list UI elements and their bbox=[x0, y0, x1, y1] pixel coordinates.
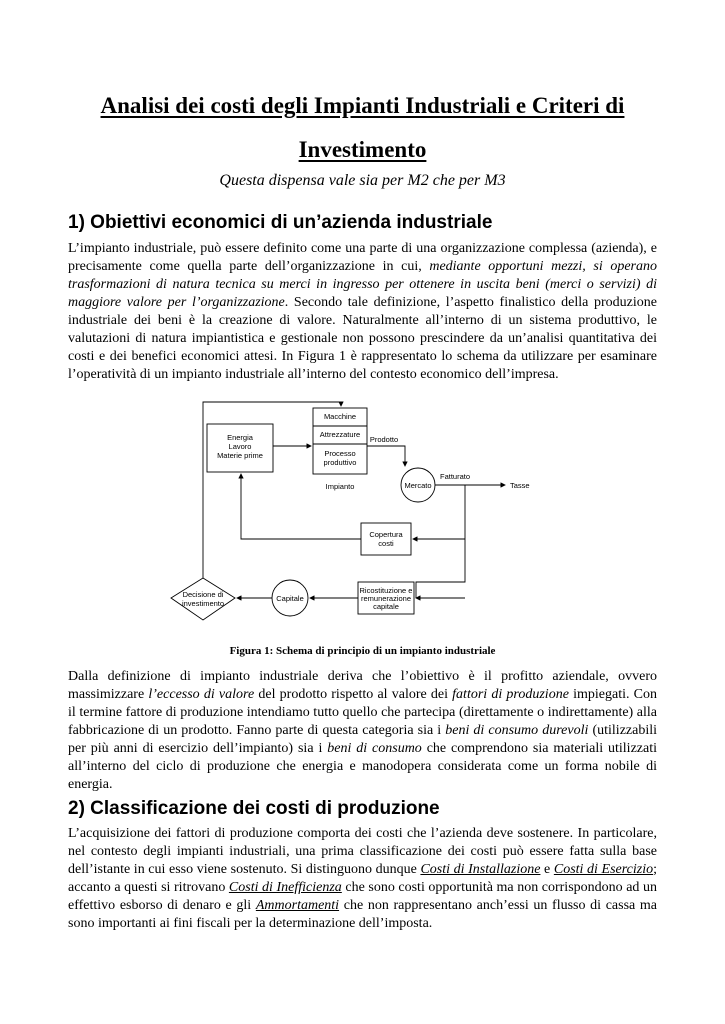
document-title: Analisi dei costi degli Impianti Industriali e Criteri di Investimento bbox=[100, 93, 625, 162]
emphasis-text: mediante opportuni mezzi, si operano trasformazioni di natura tecnica su merci in ingresso per ottenere in uscita beni (merci o servizi) di maggiore valore per l’organizzazione bbox=[68, 259, 657, 310]
capitale-label: Capitale bbox=[276, 594, 304, 603]
processo-label-2: produttivo bbox=[323, 458, 357, 467]
impianto-label: Impianto bbox=[325, 482, 355, 491]
emphasis-text: beni di consumo bbox=[327, 741, 422, 756]
macchine-label: Macchine bbox=[323, 412, 357, 421]
text-run: che comprendono sia materiali utilizzati all’interno del ciclo di produzione che energia e manodopera considerata come un forma nobile di energia. bbox=[68, 741, 657, 792]
text-run: impiegati. Con il termine fattore di produzione intendiamo tutto quello che partecipa (direttamente o indirettamente) alla fabbricazione di un prodotto. Fanno parte di questa categoria sia i bbox=[68, 687, 657, 738]
text-run: L’acquisizione dei fattori di produzione comporta dei costi che l’azienda deve sostenere. In particolare, nel contesto degli impianti industriali, una prima classificazione dei costi può essere fatta sulla base dell’istante in cui esso viene sostenuto. Si distinguono dunque bbox=[68, 826, 657, 877]
prodotto-label: Prodotto bbox=[369, 435, 399, 444]
mercato-label: Mercato bbox=[404, 481, 432, 490]
text-run: del prodotto rispetto al valore dei bbox=[254, 687, 453, 702]
copertura-label-1: Copertura bbox=[369, 530, 403, 539]
document-subtitle: Questa dispensa vale sia per M2 che per M3 bbox=[219, 172, 506, 189]
ricostituzione-label-2: remunerazione bbox=[360, 594, 412, 603]
term-link: Costi di Esercizio bbox=[553, 862, 654, 877]
section-2-heading: 2) Classificazione dei costi di produzione bbox=[68, 798, 440, 819]
figure-caption: Figura 1: Schema di principio di un impianto industriale bbox=[229, 645, 496, 657]
text-run: e bbox=[540, 862, 554, 877]
text-run: Dalla definizione di impianto industriale deriva che l’obiettivo è il profitto aziendale, ovvero massimizzare bbox=[68, 669, 657, 702]
copertura-label-2: costi bbox=[378, 539, 394, 548]
term-link: Costi di Inefficienza bbox=[228, 880, 342, 895]
text-run: (utilizzabili per più anni di esercizio dell’impianto) sia i bbox=[68, 723, 657, 756]
section-1-heading: 1) Obiettivi economici di un’azienda industriale bbox=[68, 212, 493, 233]
figure-1-diagram bbox=[165, 398, 565, 628]
emphasis-text: fattori di produzione bbox=[452, 687, 569, 702]
input-label-2: Lavoro bbox=[228, 442, 252, 451]
text-run: che non rappresentano anch’essi un flusso di cassa ma sono importanti ai fini fiscali per la determinazione dell’imposta. bbox=[68, 898, 657, 931]
decisione-label-1: Decisione di bbox=[182, 590, 224, 599]
section-1-paragraph bbox=[68, 240, 657, 384]
decisione-label-2: investimento bbox=[181, 599, 225, 608]
input-label-3: Materie prime bbox=[217, 451, 263, 460]
tasse-label: Tasse bbox=[510, 481, 530, 490]
processo-label-1: Processo bbox=[324, 449, 356, 458]
text-run: L’impianto industriale, può essere definito come una parte di una organizzazione complessa (azienda), e precisamente come quella parte dell’organizzazione in cui, bbox=[68, 241, 657, 274]
term-link: Costi di Installazione bbox=[420, 862, 541, 877]
emphasis-text: beni di consumo durevoli bbox=[445, 723, 589, 738]
attrezzature-label: Attrezzature bbox=[319, 430, 361, 439]
text-run: che sono costi opportunità ma non corrispondono ad un effettivo esborso di denaro e gli bbox=[68, 880, 657, 913]
ricostituzione-label-1: Ricostituzione e bbox=[359, 586, 413, 595]
text-run: . Secondo tale definizione, l’aspetto finalistico della produzione industriale dei beni è la creazione di valore. Naturalmente all’interno di un sistema produttivo, le valutazioni di natura impiantistica e gestionale non possono prescindere da un’analisi quantitativa dei costi e dei benefici economici attesi. In Figura 1 è rappresentato lo schema da utilizzare per esaminare l’operatività di un impianto industriale all’interno del contesto economico dell’impresa. bbox=[68, 295, 657, 382]
ricostituzione-label-3: capitale bbox=[373, 602, 399, 611]
section-2-paragraph bbox=[68, 825, 657, 933]
input-label-1: Energia bbox=[227, 433, 253, 442]
emphasis-text: l’eccesso di valore bbox=[148, 687, 255, 702]
term-link: Ammortamenti bbox=[255, 898, 340, 913]
section-1-paragraph-2 bbox=[68, 668, 657, 794]
text-run: ; accanto a questi si ritrovano bbox=[68, 862, 657, 895]
fatturato-label: Fatturato bbox=[439, 472, 471, 481]
